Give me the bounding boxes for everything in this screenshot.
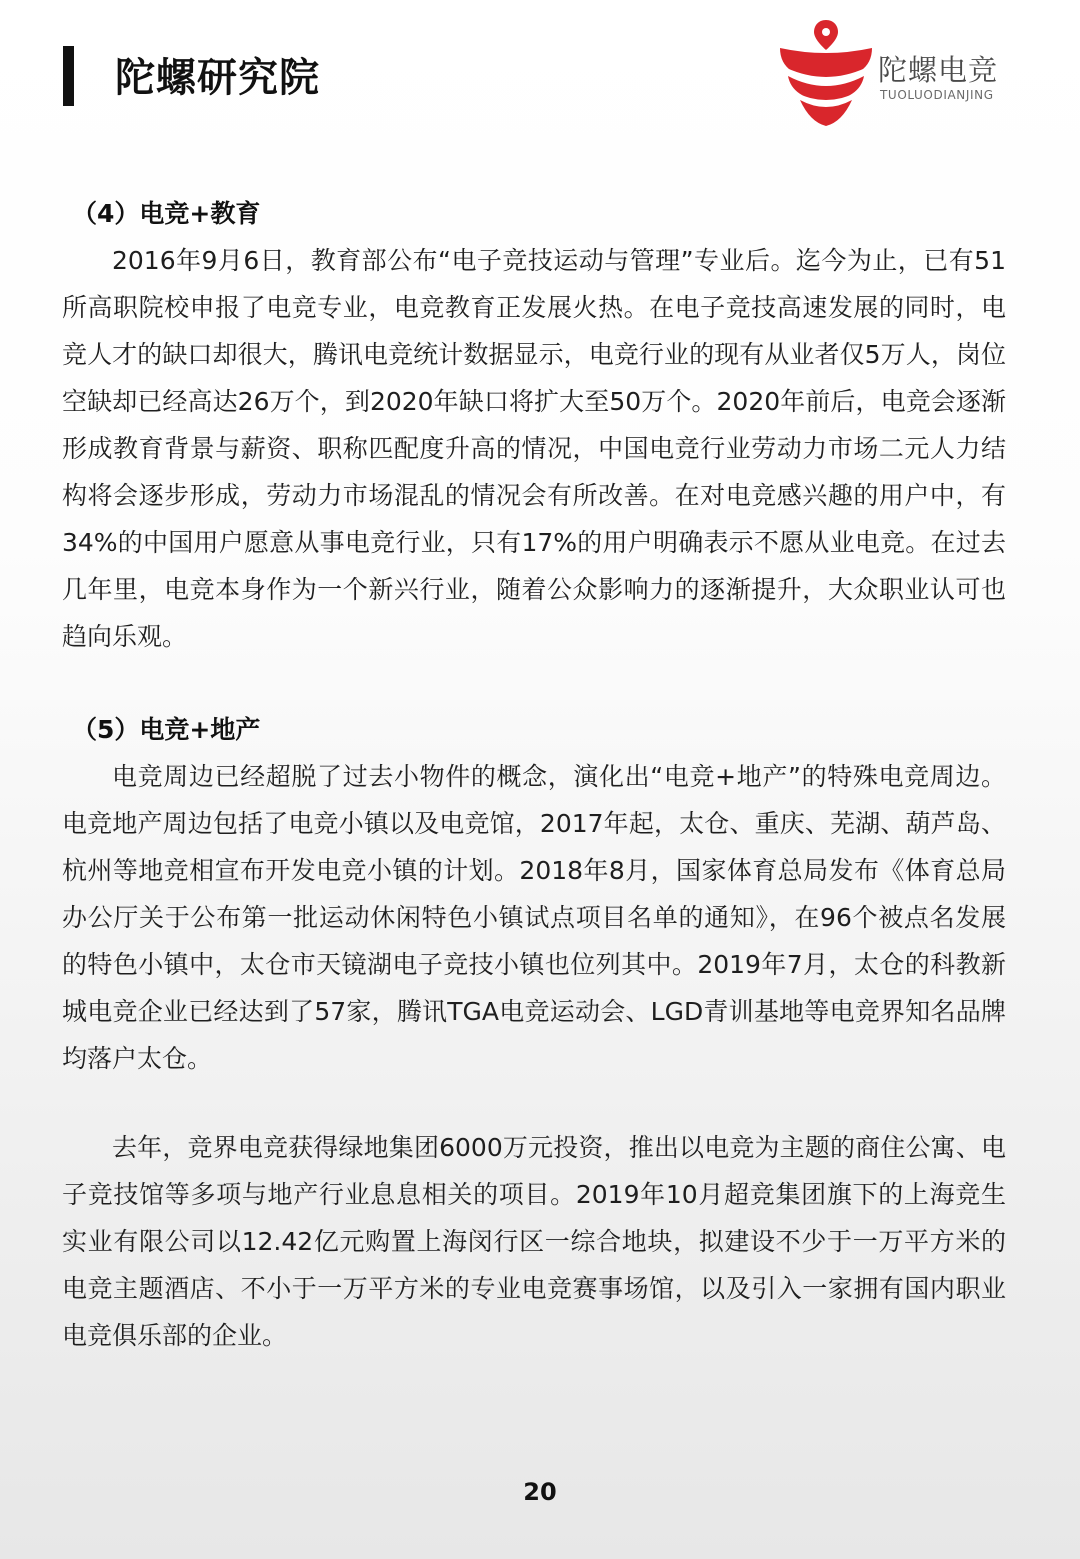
paragraph-esports-real-estate-2: 去年，竞界电竞获得绿地集团6000万元投资，推出以电竞为主题的商住公寓、电子竞技馆等多项与地产行业息息相关的项目。2019年10月超竞集团旗下的上海竞生实业有限公司以12.42亿元购置上海闵行区一综合地块，拟建设不少于一万平方米的电竞主题酒店、不小于一万平方米的专业电竞赛事场馆，以及引入一家拥有国内职业电竞俱乐部的企业。 [62, 1133, 1006, 1350]
section-spacer [62, 660, 1006, 706]
header-accent-bar [63, 46, 74, 106]
page-number: 20 [523, 1478, 557, 1506]
logo-brand-name: 陀螺电竞 [878, 53, 999, 87]
brand-logo [778, 18, 1018, 130]
article-body [62, 190, 1006, 1359]
paragraph-esports-real-estate-1: 电竞周边已经超脱了过去小物件的概念，演化出“电竞+地产”的特殊电竞周边。电竞地产周边包括了电竞小镇以及电竞馆，2017年起，太仓、重庆、芜湖、葫芦岛、杭州等地竞相宣布开发电竞小镇的计划。2018年8月，国家体育总局发布《体育总局办公厅关于公布第一批运动休闲特色小镇试点项目名单的通知》，在96个被点名发展的特色小镇中，太仓市天镜湖电子竞技小镇也位列其中。2019年7月，太仓的科教新城电竞企业已经达到了57家，腾讯TGA电竞运动会、LGD青训基地等电竞界知名品牌均落户太仓。 [62, 762, 1006, 1073]
section-heading-esports-education: （4）电竞+教育 [72, 199, 261, 228]
logo-brand-pinyin: TUOLUODIANJING [880, 88, 994, 102]
paragraph-esports-education: 2016年9月6日，教育部公布“电子竞技运动与管理”专业后。迄今为止，已有51所高职院校申报了电竞专业，电竞教育正发展火热。在电子竞技高速发展的同时，电竞人才的缺口却很大，腾讯电竞统计数据显示，电竞行业的现有从业者仅5万人，岗位空缺却已经高达26万个，到2020年缺口将扩大至50万个。2020年前后，电竞会逐渐形成教育背景与薪资、职称匹配度升高的情况，中国电竞行业劳动力市场二元人力结构将会逐步形成，劳动力市场混乱的情况会有所改善。在对电竞感兴趣的用户中，有34%的中国用户愿意从事电竞行业，只有17%的用户明确表示不愿从业电竞。在过去几年里，电竞本身作为一个新兴行业，随着公众影响力的逐渐提升，大众职业认可也趋向乐观。 [62, 246, 1006, 651]
header-title: 陀螺研究院 [115, 55, 320, 101]
section-heading-esports-real-estate: （5）电竞+地产 [72, 715, 261, 744]
spinning-top-logo-icon [778, 18, 874, 130]
paragraph-spacer [62, 1082, 1006, 1124]
